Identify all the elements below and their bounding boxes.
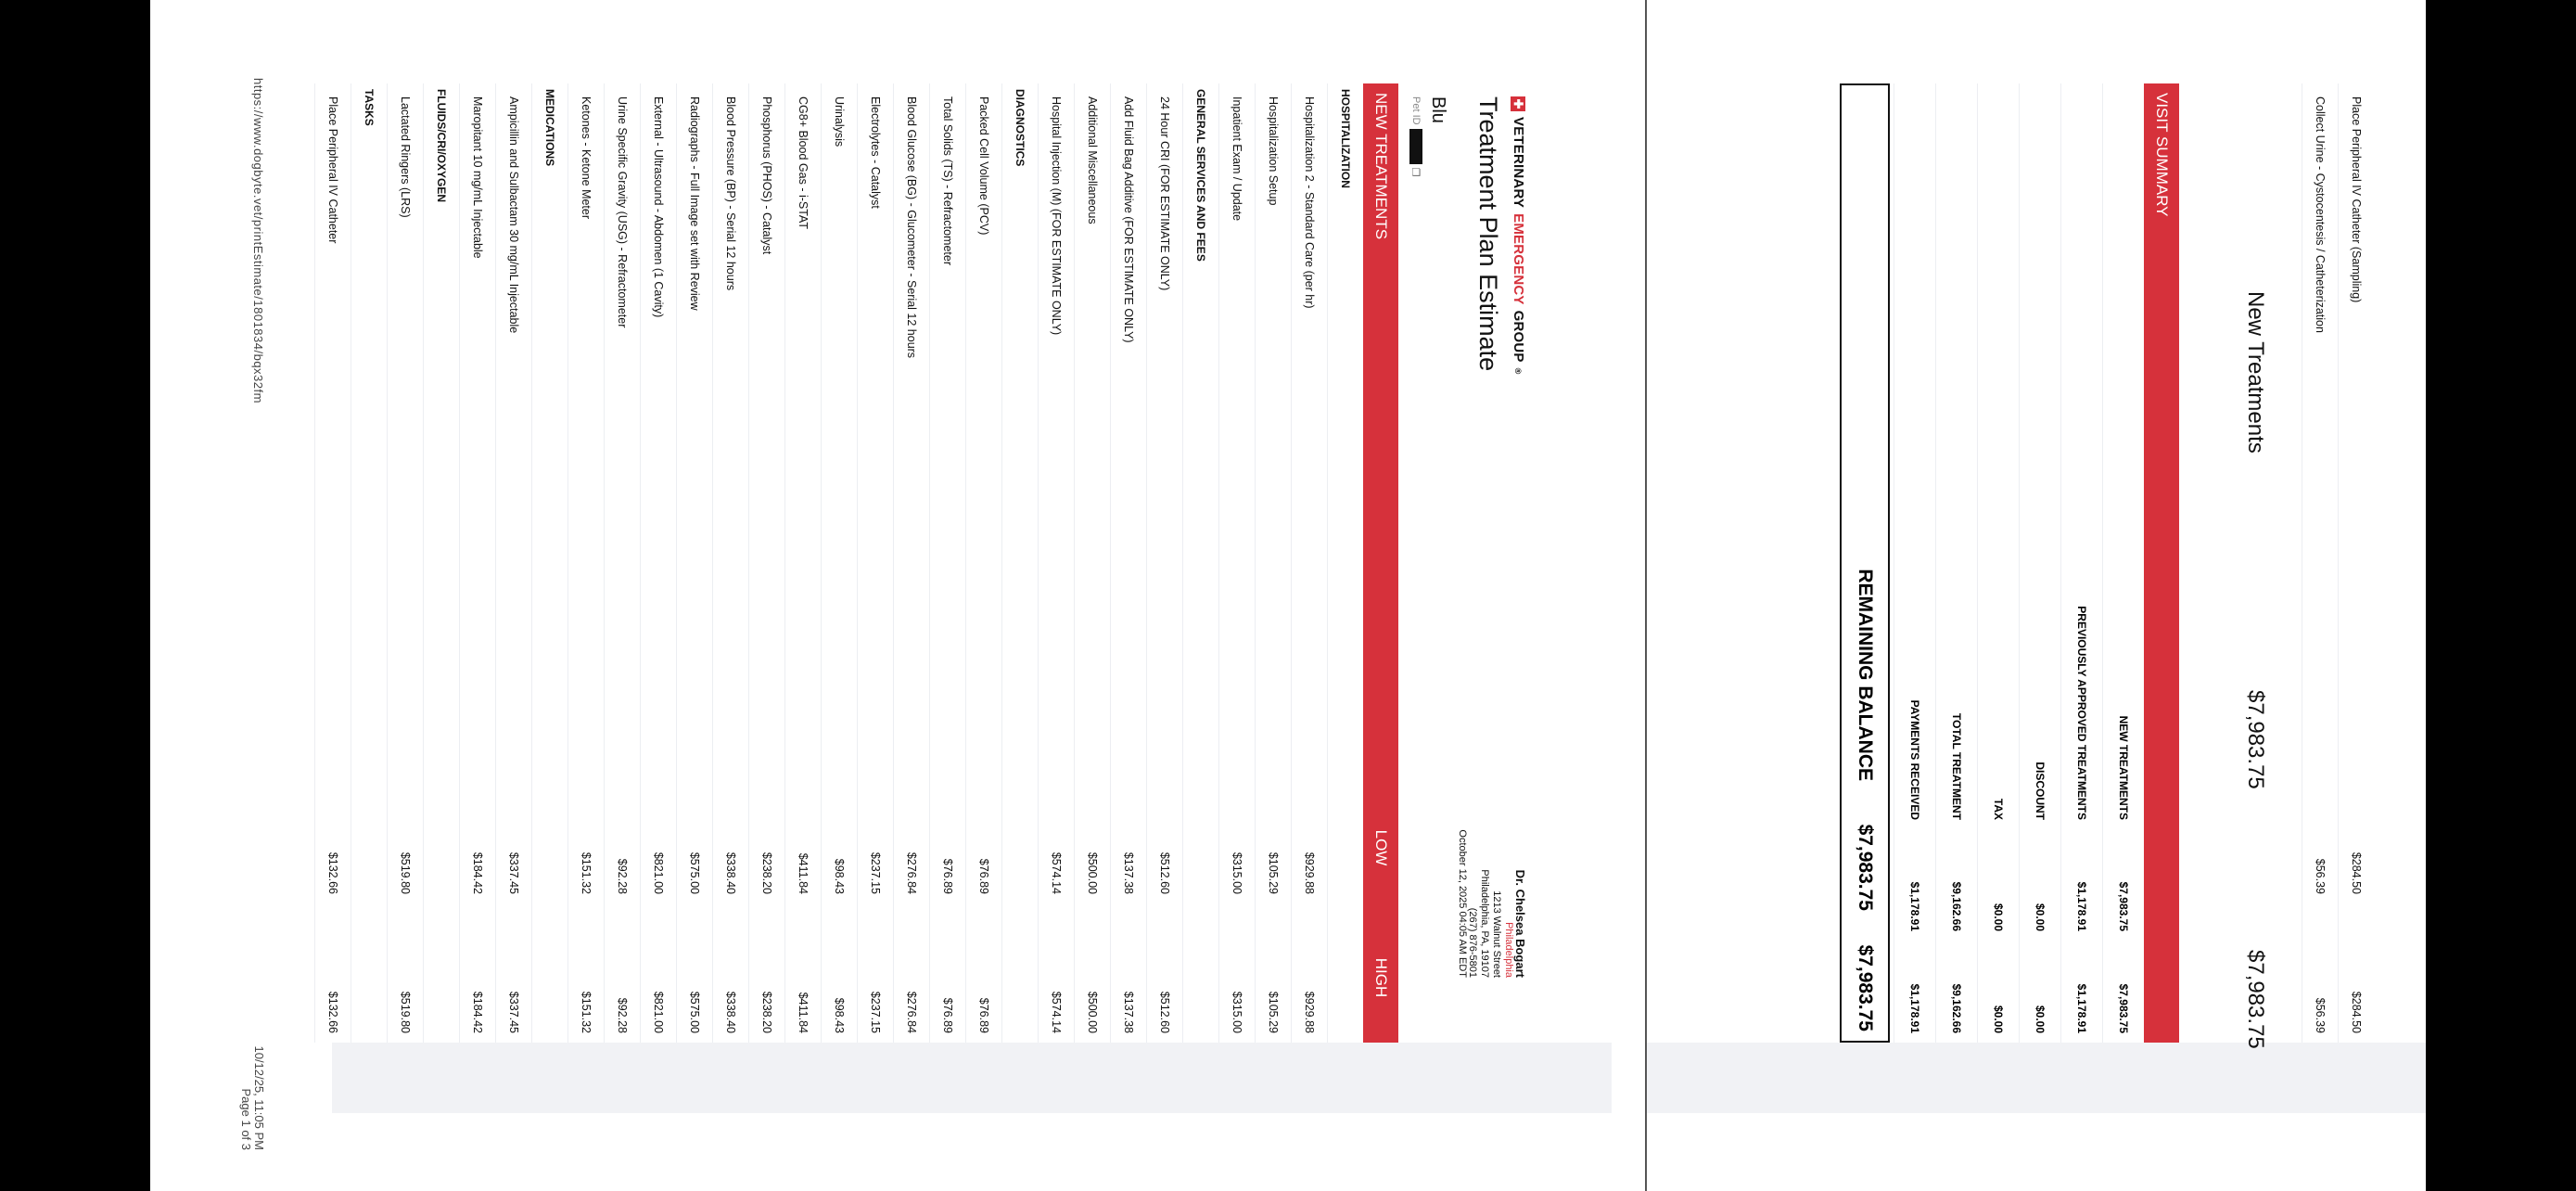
price-high: $76.89 [977,997,990,1033]
treatment-name: Blood Glucose (BG) - Glucometer - Serial 12 hours [905,96,918,359]
summary-high: $0.00 [1992,1005,2005,1033]
treatment-name: Urine Specific Gravity (USG) - Refractometer [616,96,629,328]
section-label: MEDICATIONS [543,89,556,167]
clinic-phone: (267) 876-5801 [1467,907,1478,978]
clinic-address-1: 1213 Walnut Street [1491,890,1502,978]
section-label: DIAGNOSTICS [1014,89,1027,167]
pet-id-row [1409,96,1422,176]
remaining-balance-row [1840,83,1890,1043]
summary-label: PAYMENTS RECEIVED [1908,699,1921,820]
summary-row [2019,83,2060,1043]
price-low: $237.15 [869,852,882,894]
price-low: $519.80 [399,852,412,894]
treatment-name: Inpatient Exam / Update [1231,96,1243,222]
summary-low: $0.00 [2034,903,2047,931]
treatments-table [314,83,1398,1043]
price-high: $574.14 [1050,991,1063,1033]
treatment-name: Urinalysis [833,96,846,147]
price-low: $76.89 [941,858,954,894]
clinic-address-2: Philadelphia, PA, 19107 [1479,869,1490,978]
page-2-rotated [1647,0,2426,1191]
section-row [1182,83,1218,1043]
summary-body [1894,83,2144,1043]
treatment-name: Hospital Injection (M) (FOR ESTIMATE ONLY) [1050,96,1063,336]
printed-time: 10/12/25, 11:05 PM [252,1045,266,1150]
treatment-name: Ketones - Ketone Meter [580,96,593,220]
price-low: $284.50 [2350,852,2363,894]
treatment-name: Blood Pressure (BP) - Serial 12 hours [724,96,737,291]
new-treatments-low: $7,983.75 [2243,690,2268,789]
doctor-name: Dr. Chelsea Bogart [1513,869,1527,978]
price-high: $151.32 [580,991,593,1033]
table-row [965,83,1001,1043]
section-row [351,83,387,1043]
visit-summary-title: VISIT SUMMARY [2153,93,2171,217]
pet-id-redacted [1409,129,1422,164]
page-1-rotated [150,0,1645,1191]
price-high: $137.38 [1122,991,1135,1033]
cross-icon: ✚ [1511,96,1526,111]
page-title: Treatment Plan Estimate [1474,96,1502,372]
table-row [712,83,748,1043]
price-high: $519.80 [399,991,412,1033]
footer-url: https://www.dogbyte.vet/printEstimate/1801834/bqx32fm [251,78,265,403]
price-low: $132.66 [326,852,339,894]
table-row [1110,83,1146,1043]
summary-label: NEW TREATMENTS [2117,715,2130,820]
balance-label: REMAINING BALANCE [1855,569,1876,781]
table-row [676,83,712,1043]
price-high: $315.00 [1231,991,1243,1033]
table-row [784,83,821,1043]
price-high: $276.84 [905,991,918,1033]
price-low: $411.84 [797,852,810,894]
visit-summary-header [2144,83,2179,1043]
summary-label: TAX [1992,798,2005,820]
price-high: $184.42 [471,991,484,1033]
brand-word-3: GROUP [1511,310,1526,363]
treatment-name: Add Fluid Bag Additive (FOR ESTIMATE ONLY) [1122,96,1135,343]
clinic-info [1466,869,1526,978]
table-header [1363,83,1398,1043]
section-label: HOSPITALIZATION [1339,89,1352,188]
price-high: $929.88 [1303,991,1316,1033]
page-number: Page 1 of 3 [239,1088,253,1150]
summary-row [1935,83,1977,1043]
table-row [495,83,531,1043]
new-treatments-total [2198,78,2309,1049]
summary-high: $9,162.66 [1950,983,1963,1033]
price-high: $575.00 [688,991,701,1033]
price-high: $337.45 [507,991,520,1033]
section-label: TASKS [363,89,376,126]
table-row [1291,83,1327,1043]
treatment-name: Total Solids (TS) - Refractometer [941,96,954,265]
summary-low: $1,178.91 [1908,881,1921,931]
price-low: $276.84 [905,852,918,894]
price-high: $512.60 [1158,991,1171,1033]
price-low: $338.40 [724,852,737,894]
balance-low: $7,983.75 [1855,824,1876,911]
section-row [531,83,567,1043]
price-low: $56.39 [2314,858,2327,894]
page-2-table-body [2302,83,2374,1043]
price-low: $929.88 [1303,852,1316,894]
brand-word-1: VETERINARY [1511,117,1526,209]
price-low: $575.00 [688,852,701,894]
price-low: $337.45 [507,852,520,894]
table-row [1146,83,1182,1043]
treatment-name: 24 Hour CRI (FOR ESTIMATE ONLY) [1158,96,1171,291]
pet-name: Blu [1428,96,1448,123]
new-treatments-label: New Treatments [2243,291,2268,454]
treatment-name: Maropitant 10 mg/mL Injectable [471,96,484,259]
treatment-name: Place Peripheral IV Catheter (Sampling) [2350,96,2363,303]
brand-logo [1511,96,1526,374]
visit-summary [1840,83,2179,1043]
table-row [1074,83,1110,1043]
summary-label: PREVIOUSLY APPROVED TREATMENTS [2075,606,2088,820]
table-row [1038,83,1074,1043]
table-row [748,83,784,1043]
section-row [1001,83,1038,1043]
estimate-page-2 [1647,0,2426,1191]
price-high: $56.39 [2314,997,2327,1033]
treatment-name: Additional Miscellaneous [1086,96,1099,224]
summary-high: $1,178.91 [2075,983,2088,1033]
treatment-name: External - Ultrasound - Abdomen (1 Cavity) [652,96,665,318]
price-low: $574.14 [1050,852,1063,894]
table-row [893,83,929,1043]
price-high: $237.15 [869,991,882,1033]
new-treatments-high: $7,983.75 [2243,950,2268,1049]
summary-high: $0.00 [2034,1005,2047,1033]
table-row [387,83,423,1043]
table-row [857,83,893,1043]
price-low: $238.20 [760,852,773,894]
price-low: $821.00 [652,852,665,894]
price-high: $98.43 [833,997,846,1033]
price-high: $132.66 [326,991,339,1033]
price-low: $500.00 [1086,852,1099,894]
price-high: $500.00 [1086,991,1099,1033]
treatment-name: Place Peripheral IV Catheter [326,96,339,244]
section-row [1327,83,1363,1043]
price-high: $411.84 [797,992,810,1033]
section-title: NEW TREATMENTS [1372,93,1390,240]
table-body [314,83,1363,1043]
table-row [567,83,604,1043]
page-2-document [1647,78,2426,1049]
section-label: FLUIDS/CRI/OXYGEN [435,89,448,203]
treatment-name: Electrolytes - Catalyst [869,96,882,209]
price-high: $284.50 [2350,991,2363,1033]
price-high: $821.00 [652,991,665,1033]
estimate-page-1 [150,0,1647,1191]
summary-low: $0.00 [1992,903,2005,931]
treatment-name: Packed Cell Volume (PCV) [977,96,990,236]
price-low: $151.32 [580,852,593,894]
table-row [314,83,351,1043]
clinic-city: Philadelphia [1503,922,1514,978]
footer-printed [239,1045,265,1150]
price-low: $137.38 [1122,852,1135,894]
table-row [929,83,965,1043]
page-2-card [1647,78,2426,1113]
price-high: $238.20 [760,991,773,1033]
price-low: $512.60 [1158,852,1171,894]
summary-row [1894,83,1935,1043]
col-low: LOW [1372,829,1390,866]
price-low: $184.42 [471,852,484,894]
table-row [821,83,857,1043]
summary-low: $1,178.91 [2075,881,2088,931]
summary-row [1977,83,2019,1043]
price-low: $98.43 [833,858,846,894]
summary-low: $7,983.75 [2117,881,2130,931]
treatment-name: Hospitalization Setup [1267,96,1280,206]
summary-low: $9,162.66 [1950,881,1963,931]
treatment-name: CG8+ Blood Gas - i-STAT [797,96,810,229]
table-row [640,83,676,1043]
page-1-card [326,78,1612,1113]
col-high: HIGH [1372,957,1390,998]
table-row [1255,83,1291,1043]
summary-high: $1,178.91 [1908,983,1921,1033]
section-label: GENERAL SERVICES AND FEES [1194,89,1207,262]
price-high: $338.40 [724,991,737,1033]
registered-mark: ® [1513,367,1524,375]
treatment-name: Radiographs - Full Image set with Review [688,96,701,311]
balance-high: $7,983.75 [1855,944,1876,1031]
treatment-name: Phosphorus (PHOS) - Catalyst [760,96,773,255]
treatment-name: Hospitalization 2 - Standard Care (per hr) [1303,96,1316,309]
copy-icon[interactable]: ❐ [1409,167,1422,177]
estimate-date: October 12, 2025 04:05 AM EDT [1457,829,1468,978]
treatment-name: Ampicillin and Sulbactam 30 mg/mL Injectable [507,96,520,334]
price-high: $105.29 [1267,991,1280,1033]
section-row [423,83,459,1043]
price-high: $92.28 [616,997,629,1033]
price-low: $92.28 [616,858,629,894]
summary-row [2060,83,2102,1043]
table-row [459,83,495,1043]
price-low: $76.89 [977,858,990,894]
price-high: $76.89 [941,997,954,1033]
price-low: $105.29 [1267,852,1280,894]
summary-high: $7,983.75 [2117,983,2130,1033]
price-low: $315.00 [1231,852,1243,894]
treatment-name: Lactated Ringers (LRS) [399,96,412,218]
table-row [1218,83,1255,1043]
page-1-document [326,78,1612,1043]
table-row [2338,83,2374,1043]
pet-id-label: Pet ID [1410,96,1422,125]
table-row [604,83,640,1043]
treatment-name: Collect Urine - Cystocentesis / Catheterization [2314,96,2327,333]
summary-label: TOTAL TREATMENT [1950,712,1963,820]
summary-label: DISCOUNT [2034,762,2047,820]
summary-row [2102,83,2144,1043]
brand-word-2: EMERGENCY [1511,213,1526,305]
